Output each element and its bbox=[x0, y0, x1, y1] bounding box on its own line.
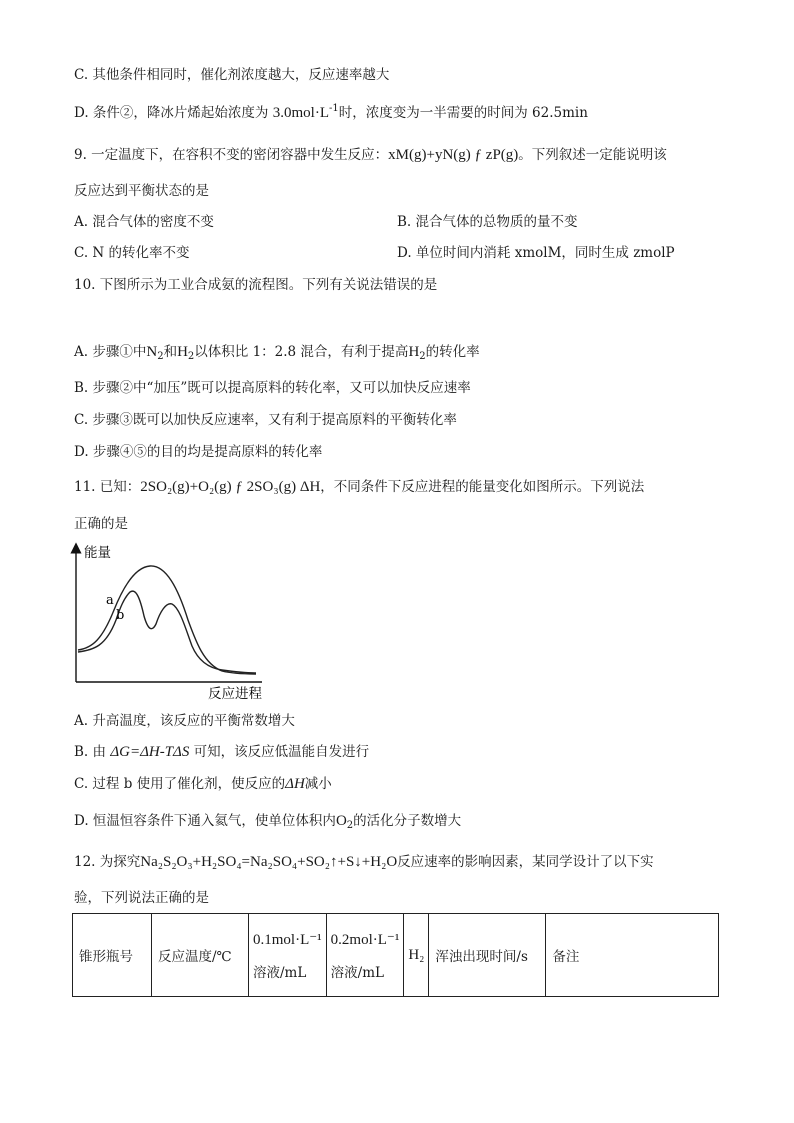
option-9a: A. 混合气体的密度不变 bbox=[74, 214, 214, 230]
header-water: H₂ bbox=[404, 914, 429, 997]
header-reagent-2: 0.2mol·L⁻¹ 溶液/mL bbox=[326, 914, 404, 997]
energy-diagram bbox=[62, 540, 282, 704]
option-11a: A. 升高温度，该反应的平衡常数增大 bbox=[74, 713, 295, 729]
option-8c: C. 其他条件相同时，催化剂浓度越大，反应速率越大 bbox=[74, 67, 390, 83]
question-9-stem-line2: 反应达到平衡状态的是 bbox=[74, 183, 209, 199]
header-turbidity-time: 浑浊出现时间/s bbox=[429, 914, 546, 997]
x-axis-label: 反应进程 bbox=[208, 686, 262, 702]
experiment-table bbox=[72, 913, 719, 997]
y-axis-label: 能量 bbox=[84, 545, 111, 561]
option-9c: C. N 的转化率不变 bbox=[74, 245, 190, 261]
option-11d: D. 恒温恒容条件下通入氦气，使单位体积内$O_2$的活化分子数增大 bbox=[74, 813, 462, 831]
question-12-stem-line2: 验，下列说法正确的是 bbox=[74, 890, 209, 906]
header-flask-no: 锥形瓶号 bbox=[73, 914, 152, 997]
question-9-stem: 9. 一定温度下，在容积不变的密闭容器中发生反应：xM(g)+yN(g) ƒ zP(g)。下列叙述一定能说明该 bbox=[74, 147, 667, 163]
option-9b: B. 混合气体的总物质的量不变 bbox=[397, 214, 578, 230]
option-10a: A. 步骤①中$N_2$和$H_2$以体积比 1：2.8 混合，有利于提高$H_2$的转化率 bbox=[74, 344, 480, 362]
option-8d: D. 条件②，降冰片烯起始浓度为 $3.0mol\cdot L^{-1}$时，浓度变为一半需要的时间为 62.5min bbox=[74, 103, 588, 121]
question-11-stem-line2: 正确的是 bbox=[74, 516, 128, 532]
option-9d: D. 单位时间内消耗 xmolM，同时生成 zmolP bbox=[397, 245, 675, 261]
curve-a-label: a bbox=[106, 593, 114, 608]
option-10b: B. 步骤②中“加压”既可以提高原料的转化率，又可以加快反应速率 bbox=[74, 380, 471, 396]
option-10c: C. 步骤③既可以加快反应速率，又有利于提高原料的平衡转化率 bbox=[74, 412, 457, 428]
question-10-stem: 10. 下图所示为工业合成氨的流程图。下列有关说法错误的是 bbox=[74, 277, 438, 293]
option-11b: B. 由 ΔG=ΔH-TΔS 可知，该反应低温能自发进行 bbox=[74, 744, 370, 760]
option-11c: C. 过程 b 使用了催化剂，使反应的ΔH减小 bbox=[74, 776, 332, 792]
curve-b-label: b bbox=[116, 608, 125, 623]
table-header-row bbox=[73, 914, 719, 997]
header-reagent-1: 0.1mol·L⁻¹ 溶液/mL bbox=[249, 914, 327, 997]
question-12-stem: 12. 为探究Na₂S₂O₃+H₂SO₄=Na₂SO₄+SO₂↑+S↓+H₂O反应速率的影响因素，某同学设计了以下实 bbox=[74, 854, 654, 870]
question-11-stem: 11. 已知：2SO₂(g)+O₂(g) ƒ 2SO₃(g) ΔH，不同条件下反应进程的能量变化如图所示。下列说法 bbox=[74, 479, 645, 495]
option-10d: D. 步骤④⑤的目的均是提高原料的转化率 bbox=[74, 444, 323, 460]
header-remarks: 备注 bbox=[546, 914, 719, 997]
curve-b bbox=[78, 591, 256, 673]
header-temperature: 反应温度/℃ bbox=[152, 914, 249, 997]
curve-a bbox=[78, 566, 256, 674]
